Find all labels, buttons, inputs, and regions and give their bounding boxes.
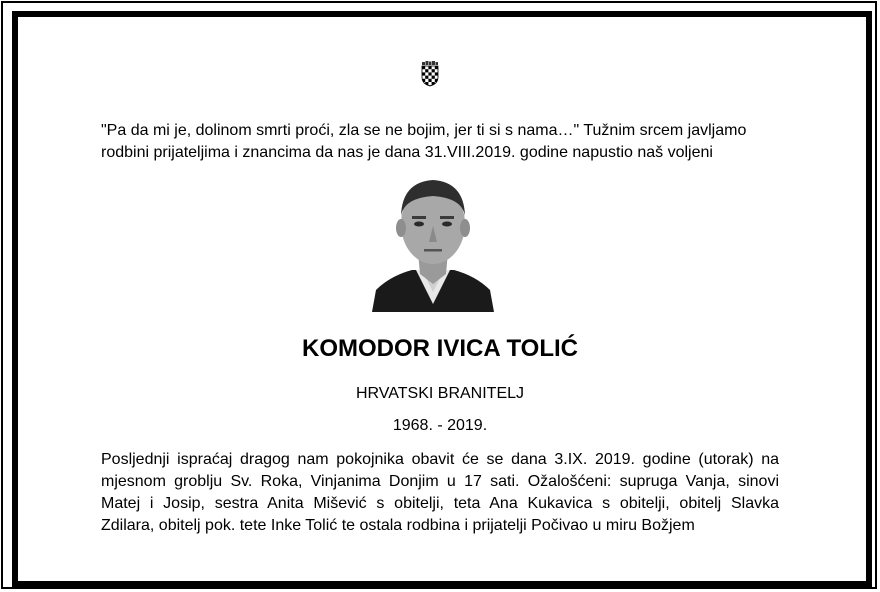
coat-of-arms-icon (421, 61, 439, 87)
quote-line: rodbini prijateljima i znancima da nas je dana 31.VIII.2019. godine napustio naš voljeni (101, 144, 713, 161)
details-line: Posljednji ispraćaj dragog nam pokojnika obavit će se dana 3.IX. 2019. godine (utorak) na (101, 451, 779, 468)
title-veteran: HRVATSKI BRANITELJ (355, 385, 525, 402)
deceased-name: KOMODOR IVICA TOLIĆ (302, 335, 578, 362)
portrait-photo (372, 172, 494, 312)
quote-line: "Pa da mi je, dolinom smrti proći, zla se ne bojim, jer ti si s nama…" Tužnim srcem javljamo (101, 122, 747, 139)
details-line: Matej i Josip, sestra Anita Mišević s obitelji, teta Ana Kukavica s obitelji, obitelj Slavka (101, 495, 779, 512)
funeral-details (101, 449, 779, 537)
details-line: mjesnom groblju Sv. Roka, Vinjanima Donjim u 17 sati. Ožalošćeni: supruga Vanja, sinovi (101, 473, 779, 490)
details-line: Zdilara, obitelj pok. tete Inke Tolić te ostala rodbina i prijatelji Počivao u miru Božjem (101, 517, 695, 534)
opening-quote (101, 120, 779, 164)
life-years: 1968. - 2019. (392, 417, 488, 434)
